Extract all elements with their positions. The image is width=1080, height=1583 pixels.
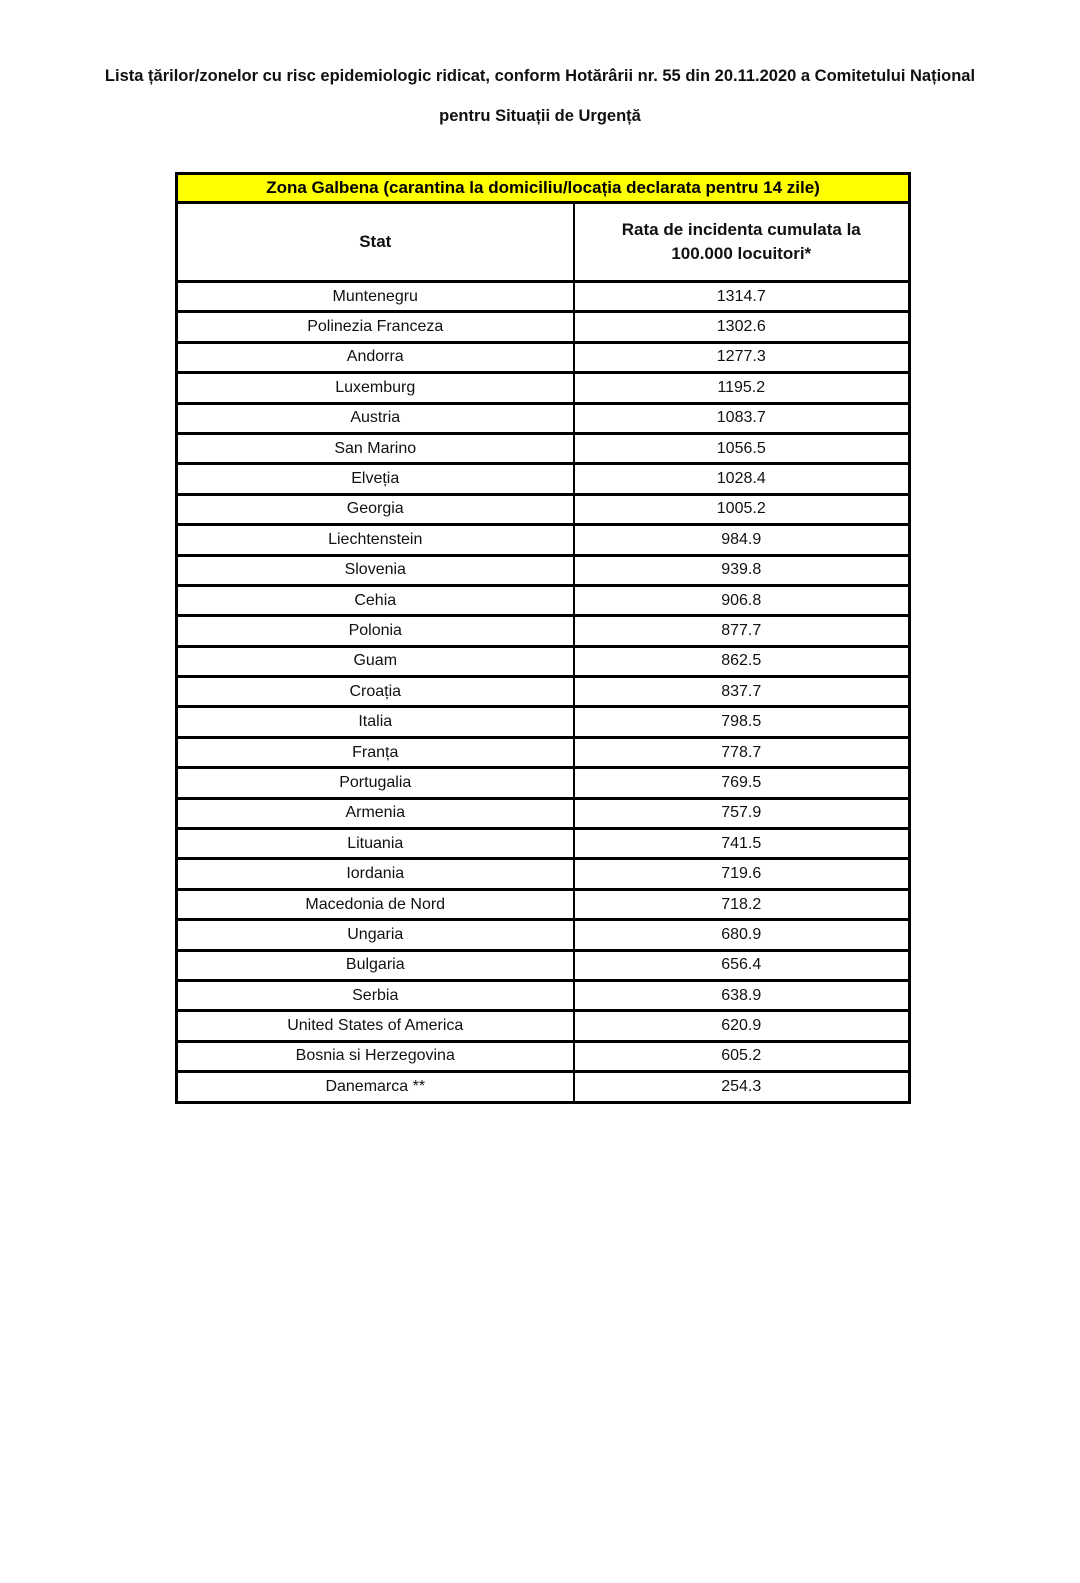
table-row bbox=[177, 342, 910, 372]
table-row bbox=[177, 737, 910, 767]
stat-cell: Portugalia bbox=[177, 768, 574, 798]
stat-cell: Croația bbox=[177, 677, 574, 707]
rata-cell: 1314.7 bbox=[574, 282, 910, 312]
rata-cell: 741.5 bbox=[574, 829, 910, 859]
rata-cell: 757.9 bbox=[574, 798, 910, 828]
rata-cell: 877.7 bbox=[574, 616, 910, 646]
table-row bbox=[177, 859, 910, 889]
rata-cell: 620.9 bbox=[574, 1011, 910, 1041]
document-title-line-2: pentru Situații de Urgență bbox=[439, 107, 641, 125]
stat-cell: Serbia bbox=[177, 980, 574, 1010]
rata-cell: 638.9 bbox=[574, 980, 910, 1010]
table-row bbox=[177, 585, 910, 615]
stat-cell: Ungaria bbox=[177, 920, 574, 950]
stat-cell: United States of America bbox=[177, 1011, 574, 1041]
table-row bbox=[177, 768, 910, 798]
document-title bbox=[0, 56, 1080, 136]
zone-header: Zona Galbena (carantina la domiciliu/locația declarata pentru 14 zile) bbox=[177, 174, 910, 203]
table-row bbox=[177, 464, 910, 494]
zone-header-row bbox=[177, 174, 910, 203]
stat-cell: Armenia bbox=[177, 798, 574, 828]
rata-cell: 1005.2 bbox=[574, 494, 910, 524]
stat-cell: Bosnia si Herzegovina bbox=[177, 1041, 574, 1071]
stat-cell: Muntenegru bbox=[177, 282, 574, 312]
table-row bbox=[177, 616, 910, 646]
rata-cell: 984.9 bbox=[574, 525, 910, 555]
table-row bbox=[177, 646, 910, 676]
stat-cell: Polonia bbox=[177, 616, 574, 646]
table-row bbox=[177, 1072, 910, 1102]
rata-cell: 769.5 bbox=[574, 768, 910, 798]
table-row bbox=[177, 707, 910, 737]
table-row bbox=[177, 282, 910, 312]
stat-cell: Italia bbox=[177, 707, 574, 737]
table-row bbox=[177, 920, 910, 950]
rata-cell: 862.5 bbox=[574, 646, 910, 676]
table-row bbox=[177, 889, 910, 919]
document-title-line-1: Lista țărilor/zonelor cu risc epidemiologic ridicat, conform Hotărârii nr. 55 din 20.11.2020 a Comitetului Național bbox=[104, 67, 976, 85]
stat-cell: Bulgaria bbox=[177, 950, 574, 980]
rata-cell: 1056.5 bbox=[574, 433, 910, 463]
rata-cell: 718.2 bbox=[574, 889, 910, 919]
stat-cell: Georgia bbox=[177, 494, 574, 524]
stat-cell: Franța bbox=[177, 737, 574, 767]
stat-cell: Danemarca ** bbox=[177, 1072, 574, 1102]
document-page bbox=[0, 56, 1080, 1583]
rata-cell: 254.3 bbox=[574, 1072, 910, 1102]
table-row bbox=[177, 1011, 910, 1041]
table-row bbox=[177, 950, 910, 980]
rata-cell: 1277.3 bbox=[574, 342, 910, 372]
rata-cell: 778.7 bbox=[574, 737, 910, 767]
table-row bbox=[177, 798, 910, 828]
rata-cell: 680.9 bbox=[574, 920, 910, 950]
stat-cell: Slovenia bbox=[177, 555, 574, 585]
table-row bbox=[177, 980, 910, 1010]
column-header-rata-line-2: 100.000 locuitori* bbox=[671, 244, 812, 263]
stat-cell: Andorra bbox=[177, 342, 574, 372]
table-row bbox=[177, 312, 910, 342]
stat-cell: San Marino bbox=[177, 433, 574, 463]
rata-cell: 1195.2 bbox=[574, 373, 910, 403]
column-header-rata bbox=[574, 203, 910, 282]
rata-cell: 1028.4 bbox=[574, 464, 910, 494]
stat-cell: Guam bbox=[177, 646, 574, 676]
stat-cell: Cehia bbox=[177, 585, 574, 615]
stat-cell: Liechtenstein bbox=[177, 525, 574, 555]
table-row bbox=[177, 555, 910, 585]
rata-cell: 906.8 bbox=[574, 585, 910, 615]
stat-cell: Austria bbox=[177, 403, 574, 433]
table-row bbox=[177, 525, 910, 555]
stat-cell: Macedonia de Nord bbox=[177, 889, 574, 919]
stat-cell: Iordania bbox=[177, 859, 574, 889]
table-row bbox=[177, 1041, 910, 1071]
incidence-table bbox=[175, 172, 911, 1104]
rata-cell: 837.7 bbox=[574, 677, 910, 707]
column-header-rata-line-1: Rata de incidenta cumulata la bbox=[621, 220, 861, 239]
stat-cell: Lituania bbox=[177, 829, 574, 859]
table-row bbox=[177, 373, 910, 403]
table-row bbox=[177, 433, 910, 463]
rata-cell: 1083.7 bbox=[574, 403, 910, 433]
rata-cell: 719.6 bbox=[574, 859, 910, 889]
column-header-stat: Stat bbox=[177, 203, 574, 282]
table-row bbox=[177, 403, 910, 433]
rata-cell: 1302.6 bbox=[574, 312, 910, 342]
stat-cell: Luxemburg bbox=[177, 373, 574, 403]
table-row bbox=[177, 494, 910, 524]
stat-cell: Polinezia Franceza bbox=[177, 312, 574, 342]
rata-cell: 798.5 bbox=[574, 707, 910, 737]
stat-cell: Elveția bbox=[177, 464, 574, 494]
table-row bbox=[177, 677, 910, 707]
rata-cell: 656.4 bbox=[574, 950, 910, 980]
rata-cell: 939.8 bbox=[574, 555, 910, 585]
column-header-row bbox=[177, 203, 910, 282]
table-row bbox=[177, 829, 910, 859]
rata-cell: 605.2 bbox=[574, 1041, 910, 1071]
